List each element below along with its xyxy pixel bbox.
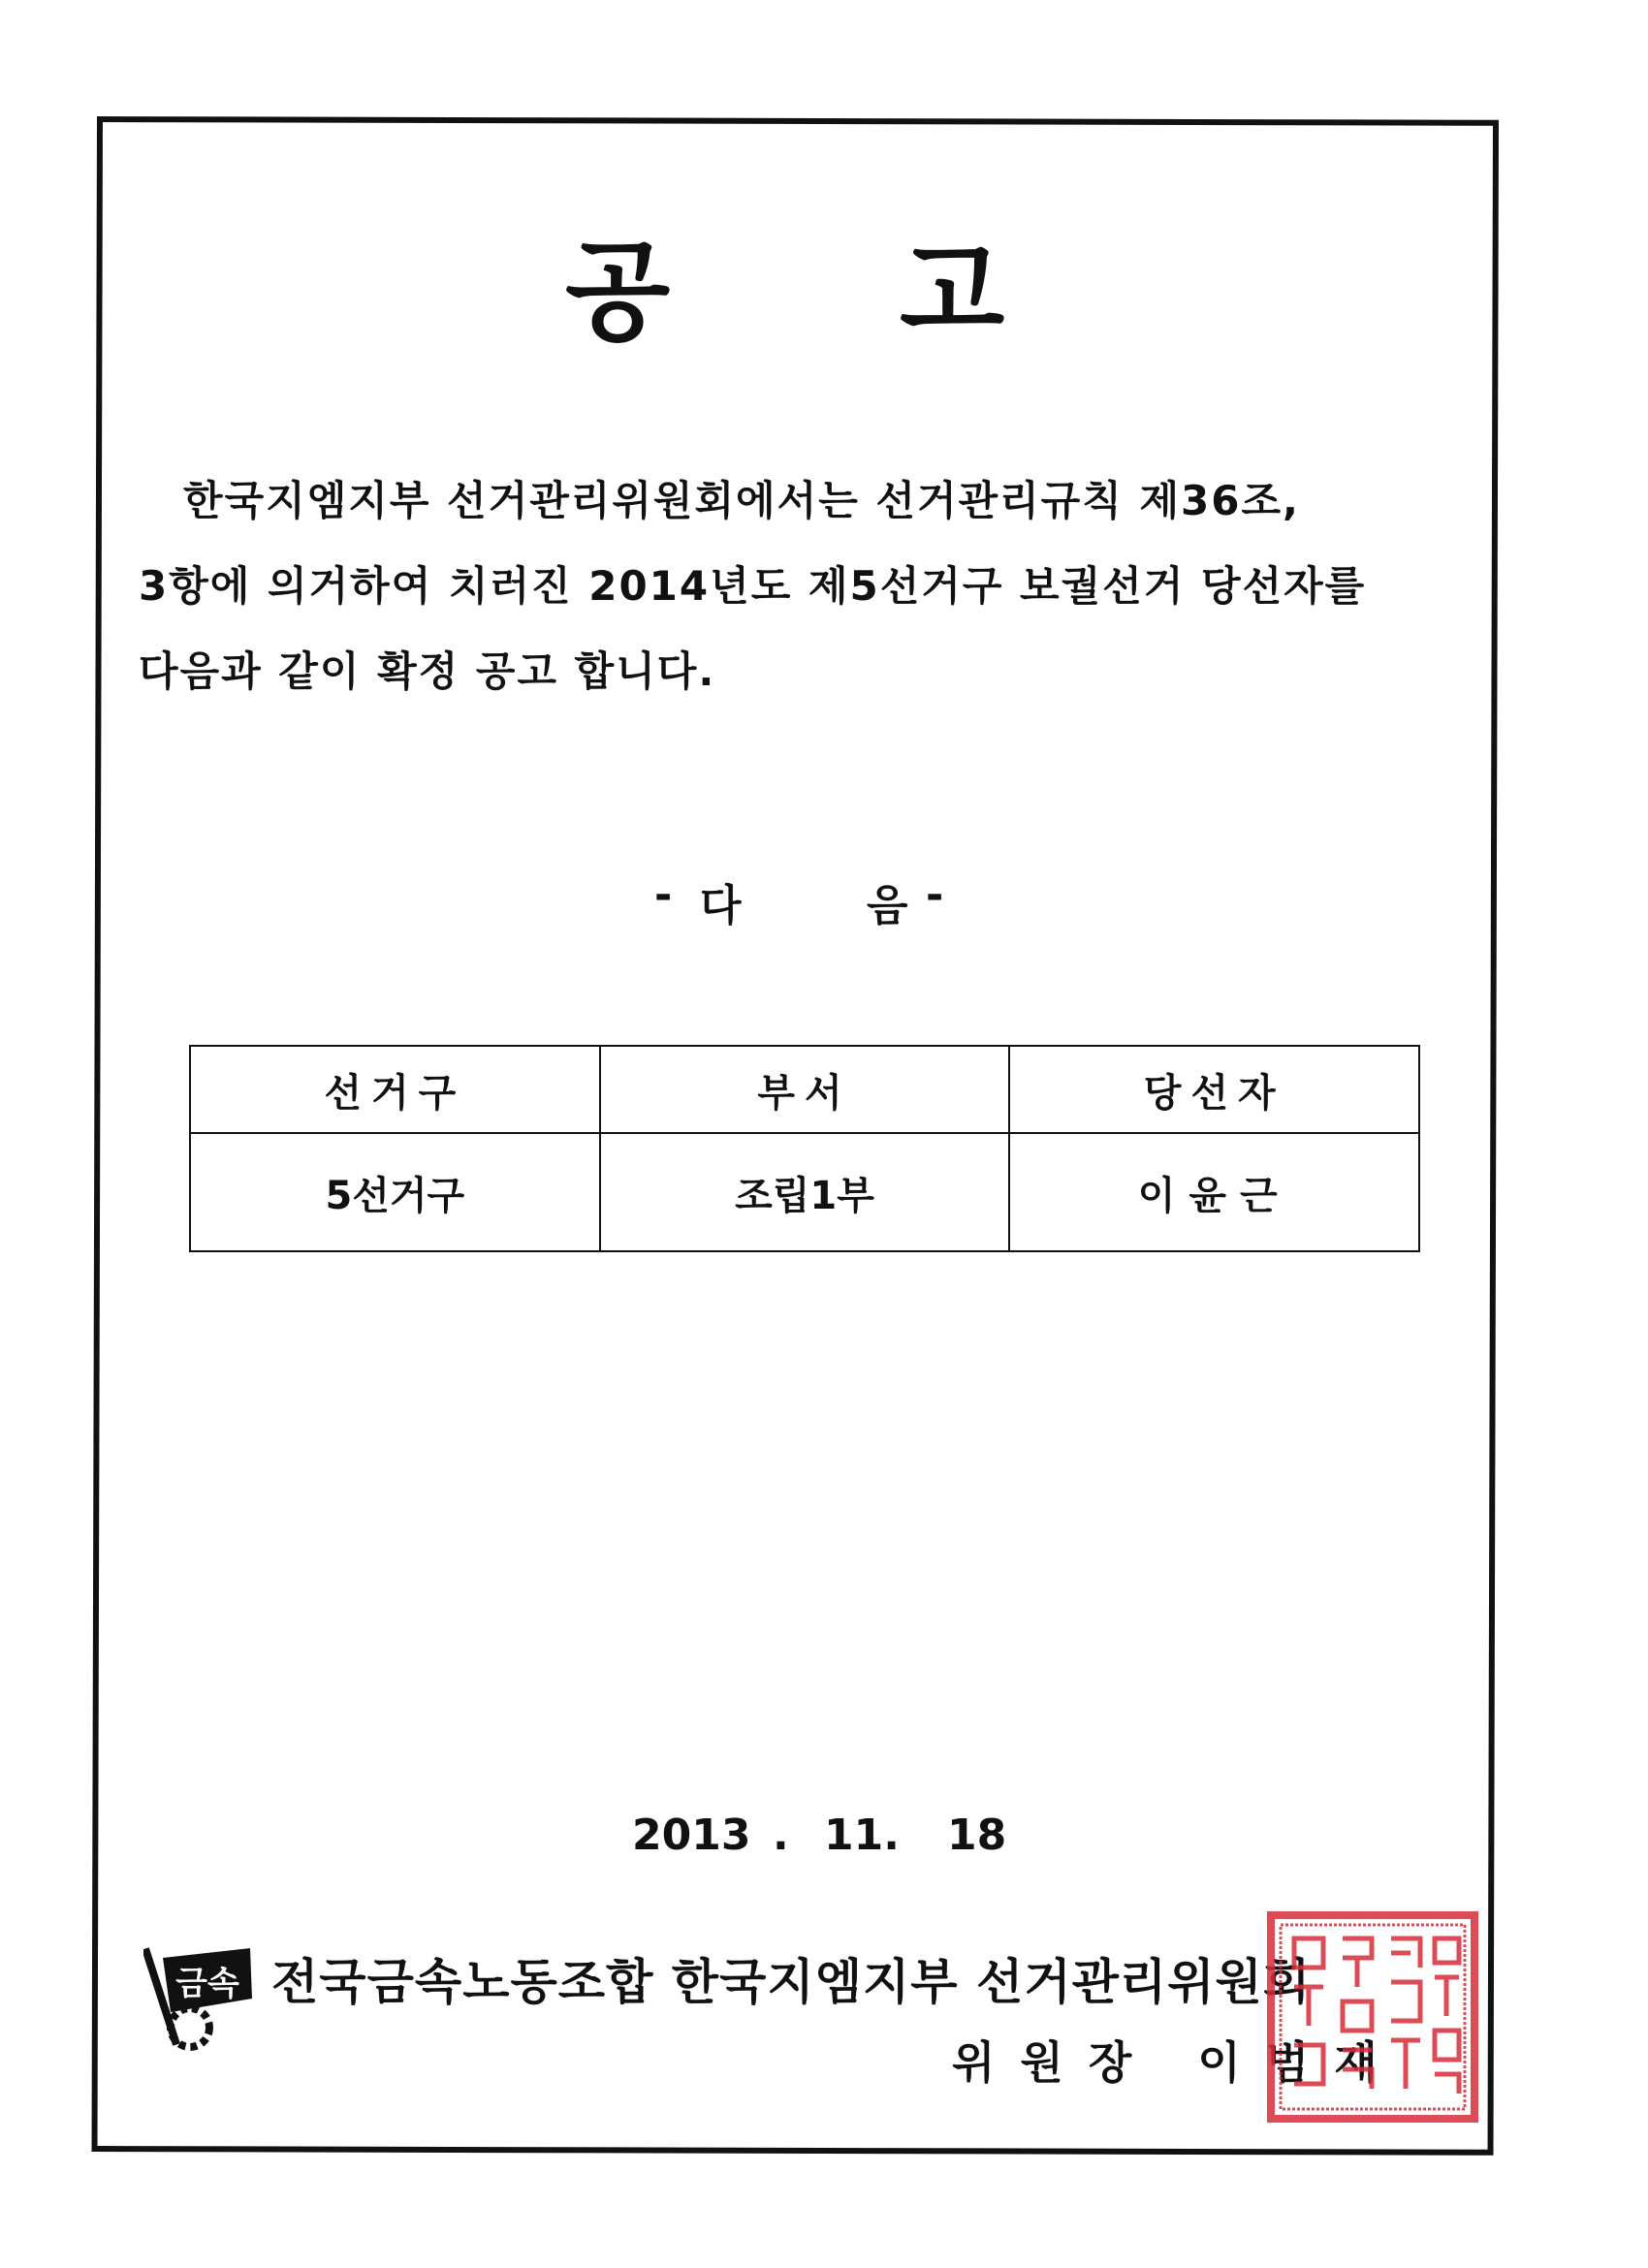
section-dash-right: - [926, 870, 944, 920]
table-row [190, 1133, 1419, 1251]
header-winner: 당선자 [1009, 1046, 1419, 1133]
organization-name: 전국금속노동조합 한국지엠지부 선거관리위원회 [271, 1954, 1312, 2010]
date-day: 18 [947, 1811, 1007, 1860]
date-month: 11. [824, 1811, 900, 1860]
title-char-1: 공 [565, 230, 671, 356]
union-logo-icon [143, 1938, 269, 2053]
results-table [189, 1045, 1420, 1252]
cell-district: 5선거구 [190, 1133, 600, 1251]
table-header-row [190, 1046, 1419, 1133]
body-line-1: 한국지엠지부 선거관리위원회에서는 선거관리규칙 제36조, [183, 477, 1300, 524]
section-dash-left: - [654, 870, 673, 920]
body-line-3: 다음과 같이 확정 공고 합니다. [139, 647, 716, 695]
header-department: 부서 [600, 1046, 1010, 1133]
title-char-2: 고 [900, 230, 1005, 356]
section-char-1: 다 [700, 881, 742, 930]
cell-department: 조립1부 [600, 1133, 1010, 1251]
official-seal-icon [1265, 1909, 1480, 2125]
date-separator: . [773, 1811, 789, 1860]
logo-text: 금속 [175, 1965, 239, 2003]
chairman-name: 위원장 이범재 [952, 2036, 1403, 2089]
section-char-2: 음 [867, 881, 908, 930]
body-line-2: 3항에 의거하여 치러진 2014년도 제5선거구 보궐선거 당선자를 [139, 562, 1367, 610]
notice-body [139, 458, 1510, 714]
date-year: 2013 [632, 1811, 751, 1860]
header-district: 선거구 [190, 1046, 600, 1133]
cell-winner: 이윤근 [1009, 1133, 1419, 1251]
